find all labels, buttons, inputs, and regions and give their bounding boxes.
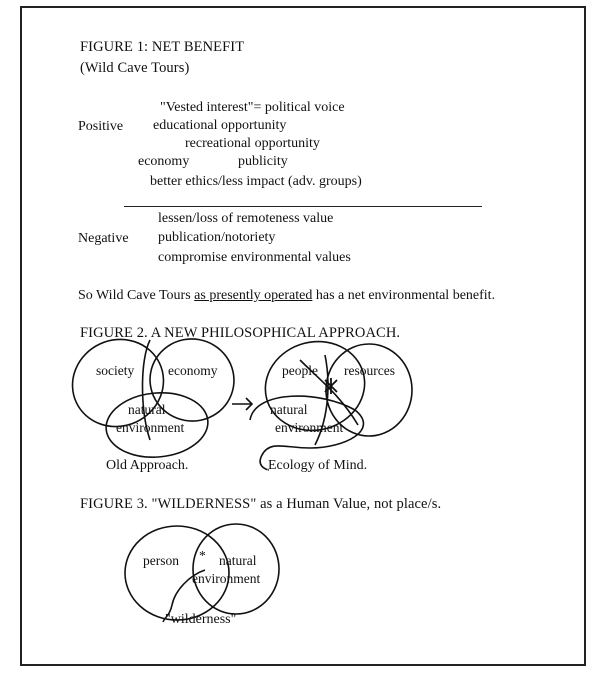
person-label: person <box>143 553 179 568</box>
old-approach-caption: Old Approach. <box>106 458 189 473</box>
resources-label: resources <box>344 363 395 378</box>
society-label: society <box>96 363 135 378</box>
positive-item: publicity <box>238 154 288 169</box>
natural-label: natural <box>128 402 166 417</box>
positive-item: economy <box>138 154 190 169</box>
positive-item: better ethics/less impact (adv. groups) <box>150 174 362 189</box>
environment-label-3: environment <box>192 571 261 586</box>
divider-rule <box>124 206 482 207</box>
figure1-subtitle: (Wild Cave Tours) <box>80 60 190 76</box>
people-label: people <box>282 363 318 378</box>
natural-label-new: natural <box>270 402 308 417</box>
conclusion: So Wild Cave Tours as presently operated has a net environmental benefit. <box>78 288 496 303</box>
natural-label-3: natural <box>219 553 257 568</box>
positive-label: Positive <box>78 119 124 134</box>
figure1-title: FIGURE 1: NET BENEFIT <box>80 39 245 55</box>
environment-label-new: environment <box>275 420 344 435</box>
economy-label: economy <box>168 363 218 378</box>
positive-item: recreational opportunity <box>185 136 320 151</box>
positive-item: educational opportunity <box>153 118 287 133</box>
wilderness-caption: "wilderness" <box>165 612 237 627</box>
figure2-title: FIGURE 2. A NEW PHILOSOPHICAL APPROACH. <box>80 325 401 341</box>
star-label: * <box>199 548 206 563</box>
negative-item: lessen/loss of remoteness value <box>158 211 334 226</box>
figure3-title: FIGURE 3. "WILDERNESS" as a Human Value, not place/s. <box>80 496 442 512</box>
conclusion-underlined: as presently operated <box>194 288 313 303</box>
ecology-of-mind-caption: Ecology of Mind. <box>268 458 368 473</box>
environment-label: environment <box>116 420 185 435</box>
positive-item: "Vested interest"= political voice <box>160 100 345 115</box>
negative-item: compromise environmental values <box>158 250 351 265</box>
negative-label: Negative <box>78 231 129 246</box>
negative-item: publication/notoriety <box>158 230 276 245</box>
